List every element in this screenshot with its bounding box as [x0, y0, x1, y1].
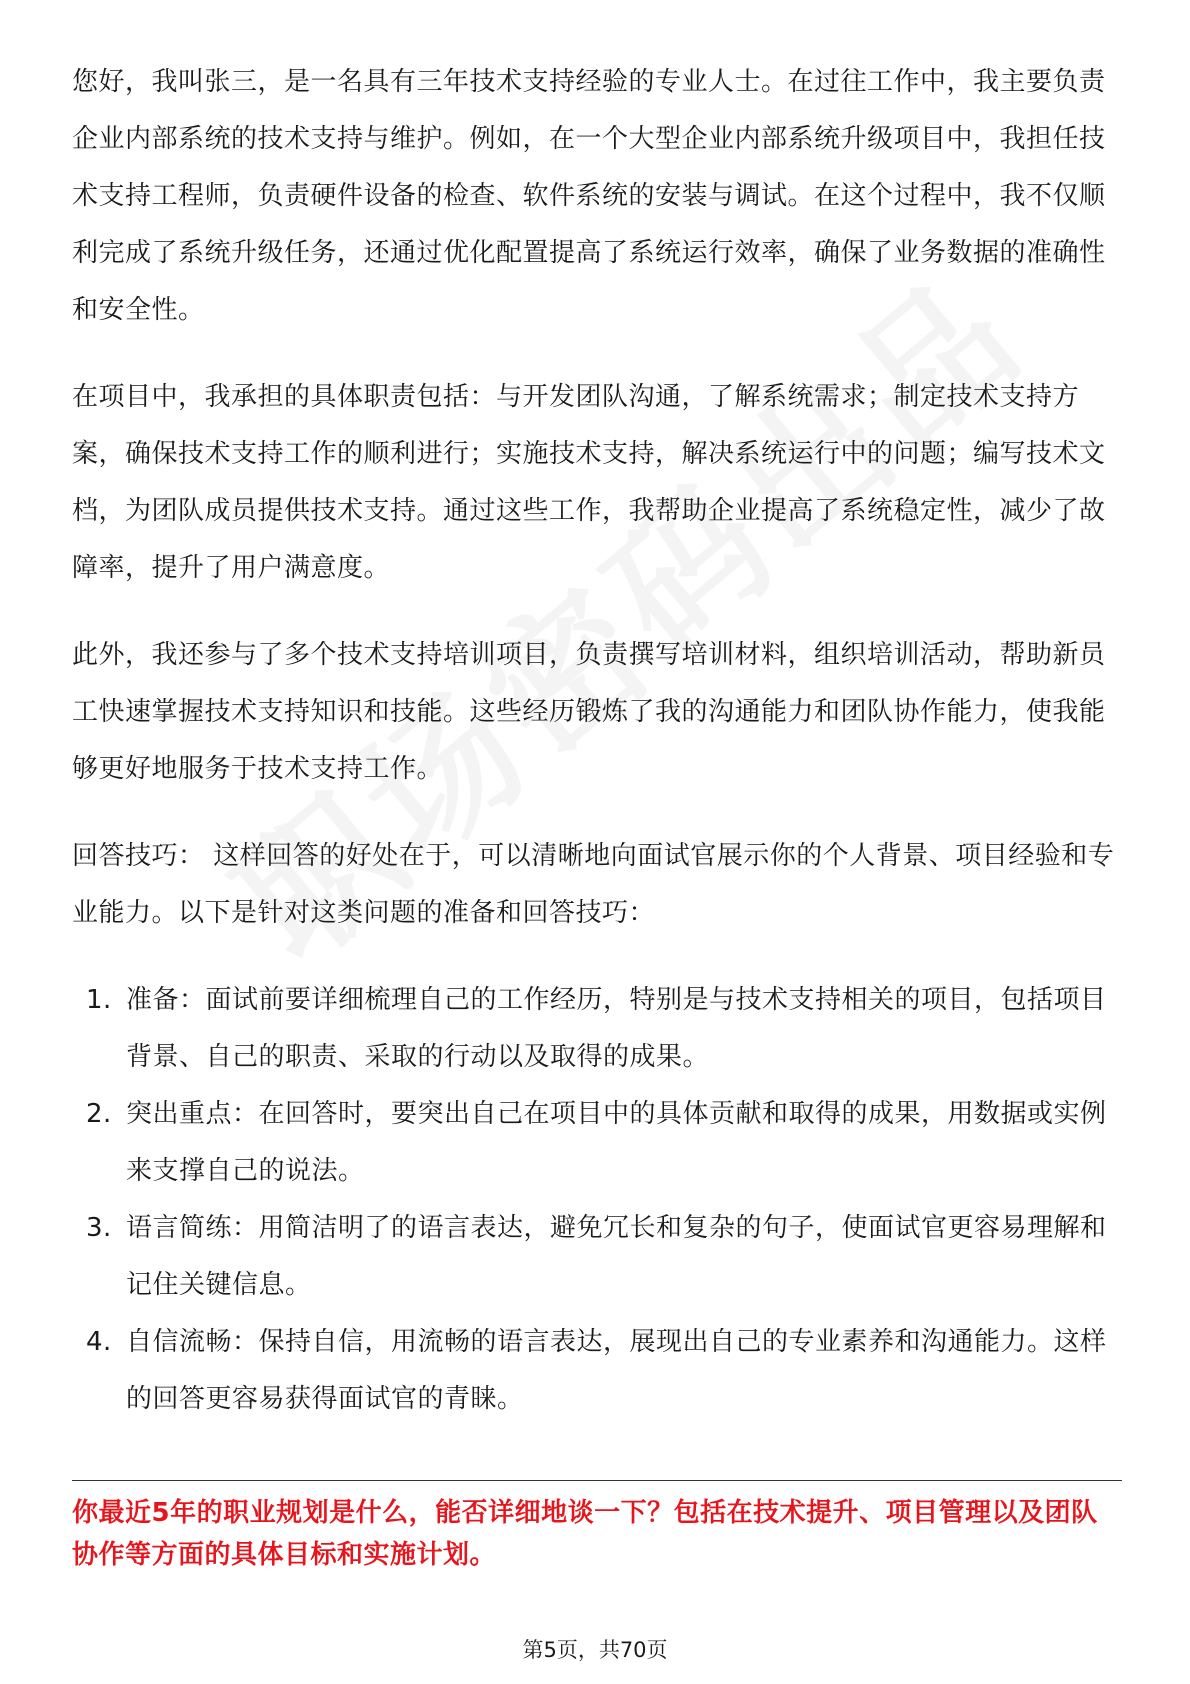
list-item-text: 准备：面试前要详细梳理自己的工作经历，特别是与技术支持相关的项目，包括项目背景、自己的职责、采取的行动以及取得的成果。: [126, 985, 1107, 1072]
list-item: [72, 972, 1122, 1086]
list-item-text: 语言简练：用简洁明了的语言表达，避免冗长和复杂的句子，使面试官更容易理解和记住关键信息。: [126, 1213, 1107, 1300]
paragraph-training: 此外，我还参与了多个技术支持培训项目，负责撰写培训材料，组织培训活动，帮助新员工快速掌握技术支持知识和技能。这些经历锻炼了我的沟通能力和团队协作能力，使我能够更好地服务于技术支持工作。: [72, 640, 1106, 784]
paragraph-answer-tips: 回答技巧： 这样回答的好处在于，可以清晰地向面试官展示你的个人背景、项目经验和专业能力。以下是针对这类问题的准备和回答技巧：: [72, 841, 1115, 928]
list-item-number: 4.: [86, 1327, 112, 1357]
list-item-number: 3.: [86, 1213, 112, 1243]
list-item: [72, 1200, 1122, 1314]
next-question-heading: 你最近5年的职业规划是什么，能否详细地谈一下？包括在技术提升、项目管理以及团队协作等方面的具体目标和实施计划。: [72, 1498, 1098, 1570]
section-divider: [72, 1480, 1122, 1481]
list-item-text: 突出重点：在回答时，要突出自己在项目中的具体贡献和取得的成果，用数据或实例来支撑自己的说法。: [126, 1099, 1107, 1186]
tips-list: [72, 972, 1122, 1428]
paragraph-intro: 您好，我叫张三，是一名具有三年技术支持经验的专业人士。在过往工作中，我主要负责企业内部系统的技术支持与维护。例如，在一个大型企业内部系统升级项目中，我担任技术支持工程师，负责硬件设备的检查、软件系统的安装与调试。在这个过程中，我不仅顺利完成了系统升级任务，还通过优化配置提高了系统运行效率，确保了业务数据的准确性和安全性。: [72, 67, 1106, 325]
list-item: [72, 1086, 1122, 1200]
list-item-number: 1.: [86, 985, 112, 1015]
page-number-footer: 第5页，共70页: [522, 1638, 668, 1662]
list-item: [72, 1314, 1122, 1428]
list-item-number: 2.: [86, 1099, 112, 1129]
list-item-text: 自信流畅：保持自信，用流畅的语言表达，展现出自己的专业素养和沟通能力。这样的回答更容易获得面试官的青睐。: [126, 1327, 1107, 1414]
answer-content: [72, 54, 1122, 1428]
paragraph-responsibilities: 在项目中，我承担的具体职责包括：与开发团队沟通，了解系统需求；制定技术支持方案，确保技术支持工作的顺利进行；实施技术支持，解决系统运行中的问题；编写技术文档，为团队成员提供技术支持。通过这些工作，我帮助企业提高了系统稳定性，减少了故障率，提升了用户满意度。: [72, 382, 1106, 583]
